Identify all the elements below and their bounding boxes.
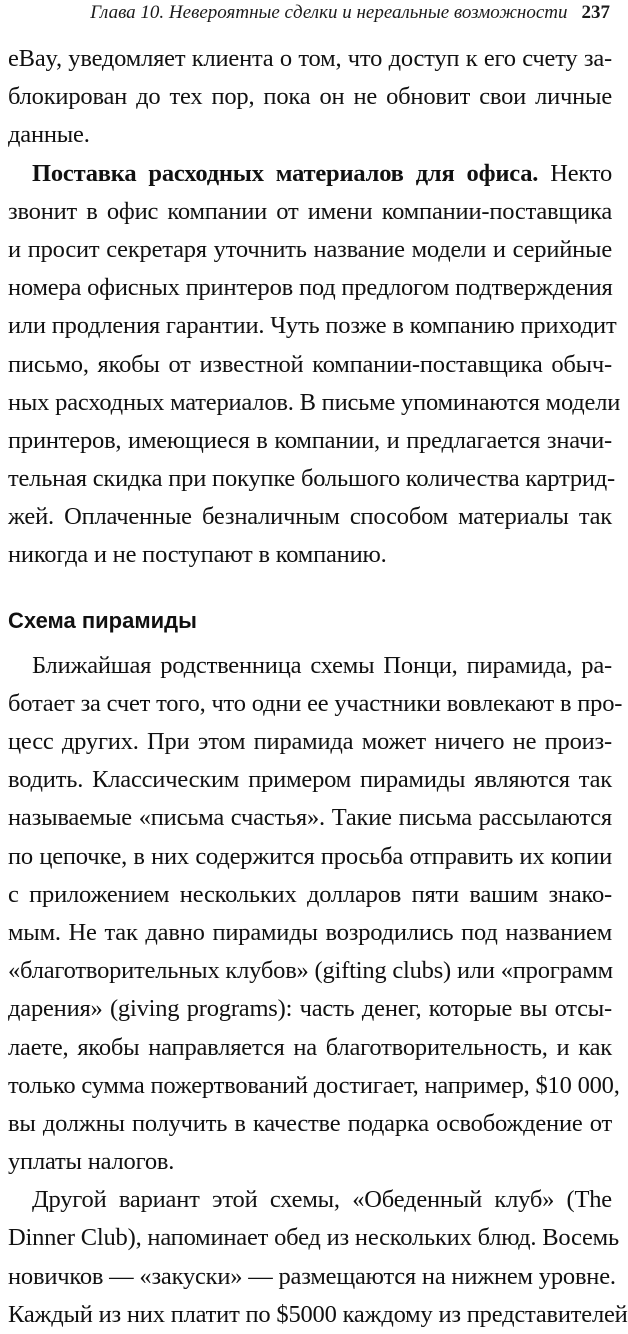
text-line: лаете, якобы направляется на благотворительность, и как xyxy=(8,1033,612,1061)
text-line: принтеров, имеющиеся в компании, и предлагается значи- xyxy=(8,426,612,454)
text-line: письмо, якобы от известной компании-поставщика обыч- xyxy=(8,350,612,378)
text-line: «благотворительных клубов» (gifting clubs) или «программ xyxy=(8,957,613,985)
section-heading: Схема пирамиды xyxy=(8,607,197,633)
text-line: уплаты налогов. xyxy=(8,1148,175,1176)
text-line: цесс других. При этом пирамида может ничего не произ- xyxy=(8,728,612,755)
text-line: ных расходных материалов. В письме упоминаются модели xyxy=(8,388,621,416)
text-line: ботает за счет того, что одни ее участники вовлекают в про- xyxy=(8,689,623,717)
text-fragment: Некто xyxy=(538,159,612,187)
body-text xyxy=(8,40,628,1334)
run-in-heading: Поставка расходных материалов для офиса. xyxy=(32,159,539,187)
text-line: Dinner Club), напоминает обед из нескольких блюд. Восемь xyxy=(8,1224,619,1252)
text-line: Другой вариант этой схемы, «Обеденный клуб» (The xyxy=(32,1186,612,1214)
running-head xyxy=(10,2,610,28)
text-line: и просит секретаря уточнить название модели и серийные xyxy=(8,235,612,263)
section-spacer xyxy=(8,575,612,601)
chapter-title: Глава 10. Невероятные сделки и нереальные возможности xyxy=(90,2,568,23)
text-line: Каждый из них платит по $5000 каждому из представителей xyxy=(8,1300,628,1328)
text-line: или продления гарантии. Чуть позже в компанию приходит xyxy=(8,312,617,340)
text-line: только сумма пожертвований достигает, например, $10 000, xyxy=(8,1071,620,1099)
text-line: никогда и не поступают в компанию. xyxy=(8,541,387,569)
text-line: называемые «письма счастья». Такие письма рассылаются xyxy=(8,804,612,832)
text-line: дарения» (giving programs): часть денег, которые вы отсы- xyxy=(8,995,612,1023)
page-number: 237 xyxy=(581,2,610,23)
text-line: жей. Оплаченные безналичным способом материалы так xyxy=(8,503,612,531)
text-line xyxy=(8,155,612,193)
text-line: тельная скидка при покупке большого количества картрид- xyxy=(8,465,616,493)
text-line: новичков — «закуски» — размещаются на нижнем уровне. xyxy=(8,1262,616,1290)
text-line: номера офисных принтеров под предлогом подтверждения xyxy=(8,274,613,302)
text-line: eBay, уведомляет клиента о том, что доступ к его счету за- xyxy=(8,45,612,72)
text-line: вы должны получить в качестве подарка освобождение от xyxy=(8,1109,612,1137)
text-line: Ближайшая родственница схемы Понци, пирамида, ра- xyxy=(32,651,612,679)
text-line: данные. xyxy=(8,121,90,149)
text-line: звонит в офис компании от имени компании-поставщика xyxy=(8,197,612,225)
text-line: с приложением нескольких долларов пяти вашим знако- xyxy=(8,880,612,908)
text-line: по цепочке, в них содержится просьба отправить их копии xyxy=(8,842,612,870)
text-line: водить. Классическим примером пирамиды являются так xyxy=(8,766,612,794)
text-line: блокирован до тех пор, пока он не обновит свои личные xyxy=(8,83,612,111)
text-line: мым. Не так давно пирамиды возродились под названием xyxy=(8,918,612,946)
